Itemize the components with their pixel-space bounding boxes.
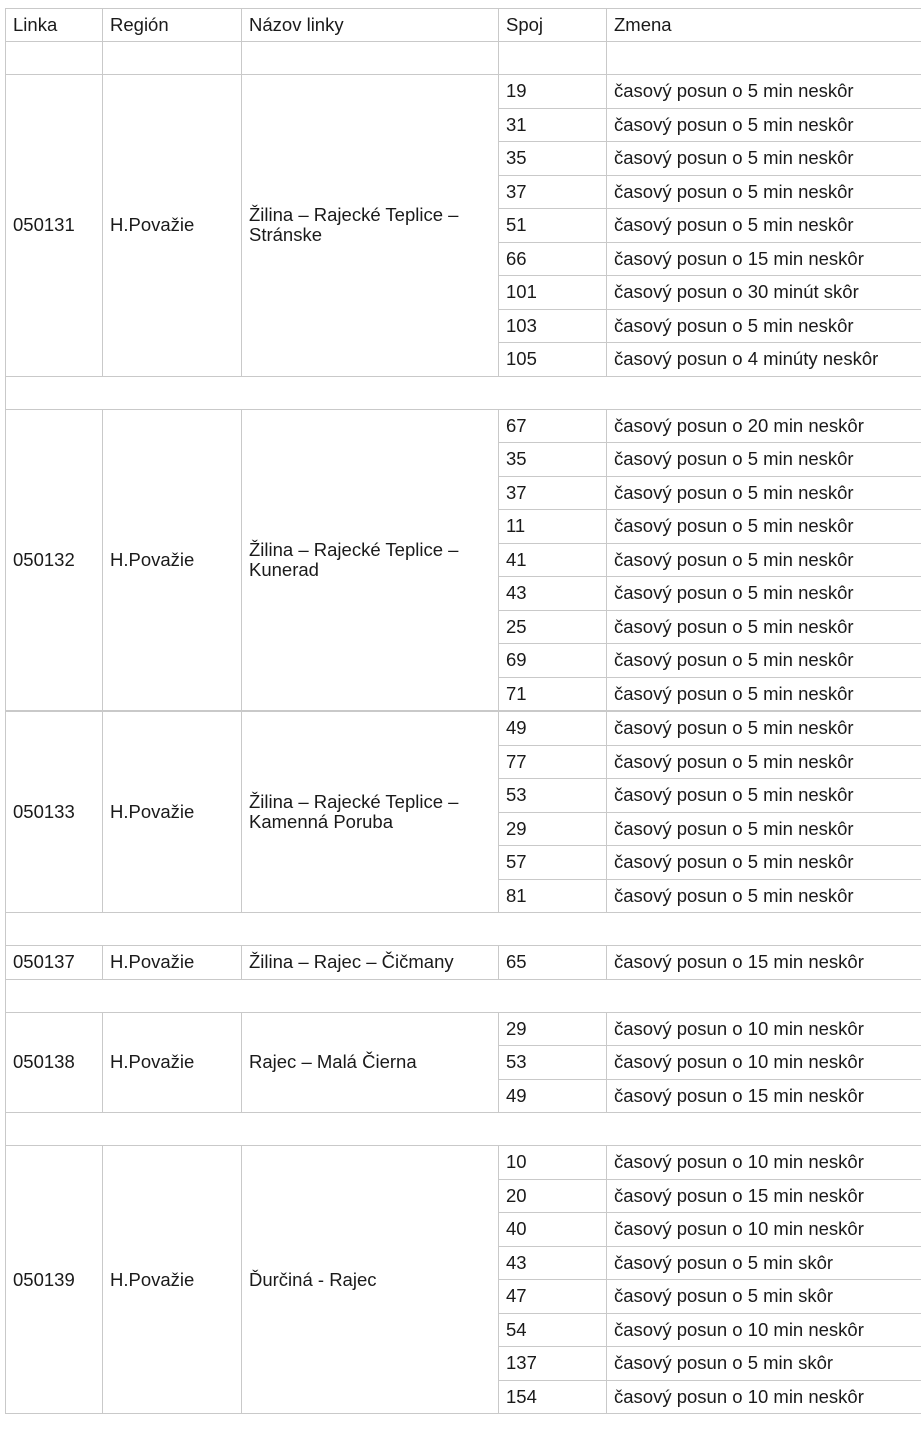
spoj-cell: 35	[499, 443, 607, 477]
spoj-cell: 11	[499, 510, 607, 544]
spoj-cell: 154	[499, 1380, 607, 1414]
spoj-cell: 137	[499, 1347, 607, 1381]
change-cell: časový posun o 10 min neskôr	[607, 1213, 921, 1247]
region-cell: H.Považie	[103, 75, 242, 377]
change-cell: časový posun o 5 min neskôr	[607, 175, 921, 209]
spacer-cell	[607, 42, 921, 75]
change-cell: časový posun o 5 min skôr	[607, 1347, 921, 1381]
col-header-region: Región	[103, 9, 242, 42]
spoj-cell: 40	[499, 1213, 607, 1247]
spoj-cell: 10	[499, 1146, 607, 1180]
col-header-zmena: Zmena	[607, 9, 921, 42]
table-row	[6, 711, 921, 745]
change-cell: časový posun o 5 min neskôr	[607, 476, 921, 510]
spoj-cell: 81	[499, 879, 607, 913]
linka-cell: 050138	[6, 1012, 103, 1113]
change-cell: časový posun o 10 min neskôr	[607, 1046, 921, 1080]
spoj-cell: 54	[499, 1313, 607, 1347]
spoj-cell: 69	[499, 644, 607, 678]
spoj-cell: 57	[499, 846, 607, 880]
schedule-changes-table	[5, 8, 921, 1414]
spoj-cell: 49	[499, 1079, 607, 1113]
change-cell: časový posun o 5 min neskôr	[607, 577, 921, 611]
spoj-cell: 53	[499, 779, 607, 813]
change-cell: časový posun o 20 min neskôr	[607, 409, 921, 443]
spoj-cell: 31	[499, 108, 607, 142]
table-row	[6, 1146, 921, 1180]
linka-cell: 050133	[6, 711, 103, 913]
col-header-nazov: Názov linky	[242, 9, 499, 42]
spacer-row	[6, 913, 921, 946]
spoj-cell: 66	[499, 242, 607, 276]
spoj-cell: 47	[499, 1280, 607, 1314]
change-cell: časový posun o 5 min neskôr	[607, 846, 921, 880]
spoj-cell: 29	[499, 1012, 607, 1046]
change-cell: časový posun o 5 min neskôr	[607, 610, 921, 644]
linka-cell: 050131	[6, 75, 103, 377]
spoj-cell: 37	[499, 476, 607, 510]
spacer-cell	[6, 913, 921, 946]
spacer-cell	[6, 376, 921, 409]
line-name-cell: Žilina – Rajecké Teplice – Kamenná Poruba	[242, 711, 499, 913]
table-row	[6, 946, 921, 980]
spacer-row	[6, 42, 921, 75]
region-cell: H.Považie	[103, 946, 242, 980]
change-cell: časový posun o 10 min neskôr	[607, 1146, 921, 1180]
spoj-cell: 29	[499, 812, 607, 846]
change-cell: časový posun o 10 min neskôr	[607, 1313, 921, 1347]
line-name-cell: Žilina – Rajecké Teplice – Kunerad	[242, 409, 499, 711]
table-row	[6, 409, 921, 443]
region-cell: H.Považie	[103, 409, 242, 711]
linka-cell: 050137	[6, 946, 103, 980]
change-cell: časový posun o 15 min neskôr	[607, 946, 921, 980]
change-cell: časový posun o 5 min neskôr	[607, 309, 921, 343]
line-name-cell: Žilina – Rajecké Teplice – Stránske	[242, 75, 499, 377]
spoj-cell: 43	[499, 1246, 607, 1280]
table-row	[6, 75, 921, 109]
col-header-spoj: Spoj	[499, 9, 607, 42]
spoj-cell: 19	[499, 75, 607, 109]
change-cell: časový posun o 5 min skôr	[607, 1280, 921, 1314]
spoj-cell: 49	[499, 711, 607, 745]
change-cell: časový posun o 15 min neskôr	[607, 1179, 921, 1213]
spacer-row	[6, 979, 921, 1012]
table-body	[6, 42, 921, 1414]
change-cell: časový posun o 5 min neskôr	[607, 677, 921, 711]
change-cell: časový posun o 5 min neskôr	[607, 711, 921, 745]
change-cell: časový posun o 5 min neskôr	[607, 879, 921, 913]
spoj-cell: 41	[499, 543, 607, 577]
spacer-cell	[499, 42, 607, 75]
col-header-linka: Linka	[6, 9, 103, 42]
spoj-cell: 51	[499, 209, 607, 243]
spacer-cell	[6, 979, 921, 1012]
spoj-cell: 101	[499, 276, 607, 310]
change-cell: časový posun o 15 min neskôr	[607, 1079, 921, 1113]
change-cell: časový posun o 5 min skôr	[607, 1246, 921, 1280]
line-name-cell: Rajec – Malá Čierna	[242, 1012, 499, 1113]
change-cell: časový posun o 5 min neskôr	[607, 779, 921, 813]
spoj-cell: 71	[499, 677, 607, 711]
spoj-cell: 103	[499, 309, 607, 343]
header-row	[6, 9, 921, 42]
linka-cell: 050139	[6, 1146, 103, 1414]
spacer-cell	[242, 42, 499, 75]
spacer-cell	[6, 42, 103, 75]
spoj-cell: 53	[499, 1046, 607, 1080]
change-cell: časový posun o 5 min neskôr	[607, 812, 921, 846]
linka-cell: 050132	[6, 409, 103, 711]
region-cell: H.Považie	[103, 1146, 242, 1414]
spacer-cell	[6, 1113, 921, 1146]
change-cell: časový posun o 5 min neskôr	[607, 510, 921, 544]
change-cell: časový posun o 15 min neskôr	[607, 242, 921, 276]
change-cell: časový posun o 4 minúty neskôr	[607, 343, 921, 377]
change-cell: časový posun o 5 min neskôr	[607, 745, 921, 779]
region-cell: H.Považie	[103, 711, 242, 913]
change-cell: časový posun o 10 min neskôr	[607, 1380, 921, 1414]
spoj-cell: 43	[499, 577, 607, 611]
change-cell: časový posun o 30 minút skôr	[607, 276, 921, 310]
change-cell: časový posun o 10 min neskôr	[607, 1012, 921, 1046]
line-name-cell: Ďurčiná - Rajec	[242, 1146, 499, 1414]
change-cell: časový posun o 5 min neskôr	[607, 543, 921, 577]
change-cell: časový posun o 5 min neskôr	[607, 108, 921, 142]
change-cell: časový posun o 5 min neskôr	[607, 644, 921, 678]
line-name-cell: Žilina – Rajec – Čičmany	[242, 946, 499, 980]
region-cell: H.Považie	[103, 1012, 242, 1113]
spoj-cell: 35	[499, 142, 607, 176]
spoj-cell: 67	[499, 409, 607, 443]
table-row	[6, 1012, 921, 1046]
spoj-cell: 77	[499, 745, 607, 779]
change-cell: časový posun o 5 min neskôr	[607, 142, 921, 176]
spoj-cell: 20	[499, 1179, 607, 1213]
change-cell: časový posun o 5 min neskôr	[607, 443, 921, 477]
spoj-cell: 37	[499, 175, 607, 209]
spoj-cell: 105	[499, 343, 607, 377]
spoj-cell: 65	[499, 946, 607, 980]
spacer-row	[6, 1113, 921, 1146]
change-cell: časový posun o 5 min neskôr	[607, 209, 921, 243]
spoj-cell: 25	[499, 610, 607, 644]
spacer-row	[6, 376, 921, 409]
change-cell: časový posun o 5 min neskôr	[607, 75, 921, 109]
spacer-cell	[103, 42, 242, 75]
